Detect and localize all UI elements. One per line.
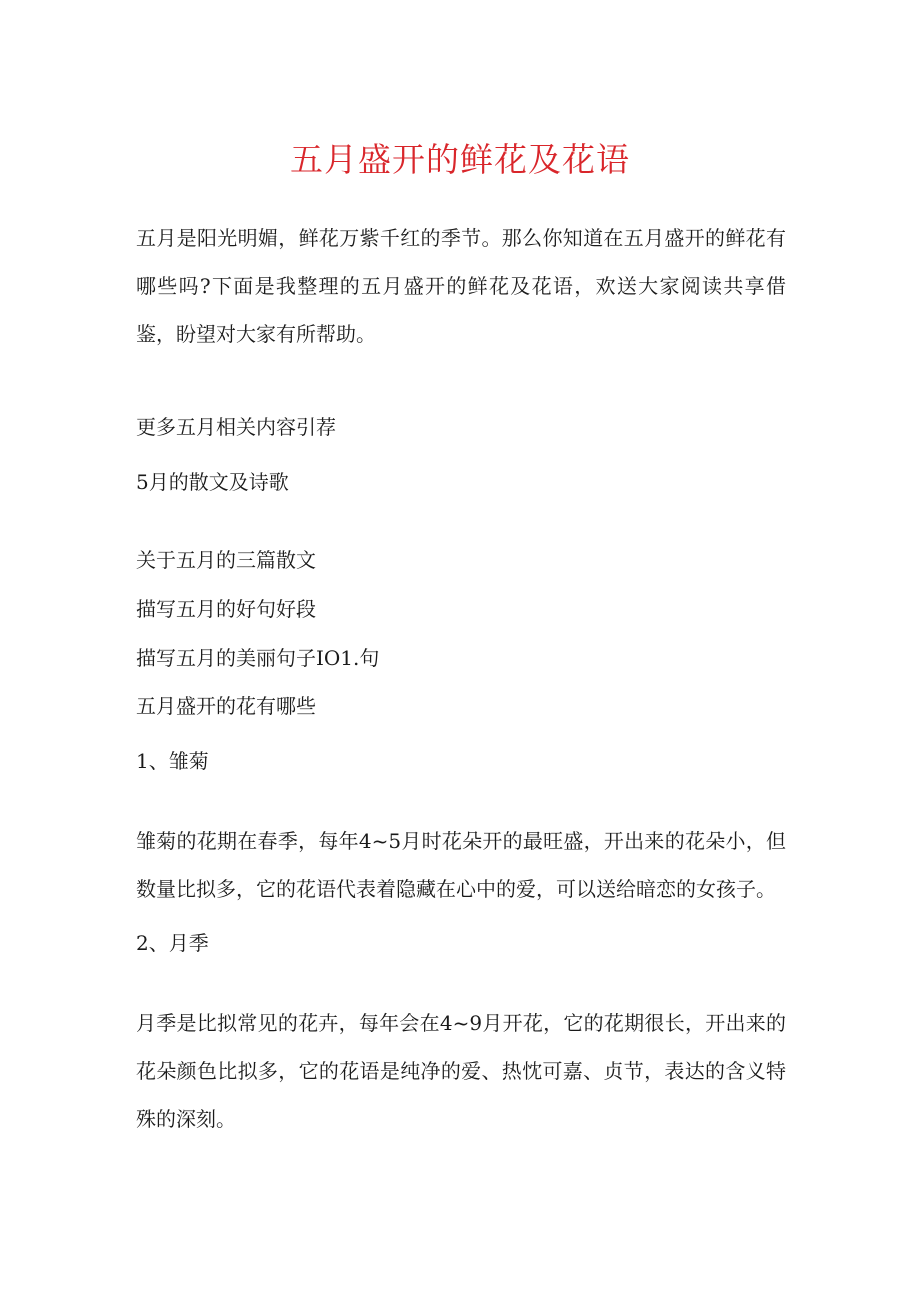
related-link-essays[interactable]: 关于五月的三篇散文 [136, 548, 316, 572]
flower-description-daisy: 雏菊的花期在春季，每年4~5月时花朵开的最旺盛，开出来的花朵小，但数量比拟多，它的花语代表着隐藏在心中的爱，可以送给暗恋的女孩子。 [136, 829, 786, 901]
related-link-good-sentences[interactable]: 描写五月的好句好段 [136, 597, 316, 621]
flower-description-rose: 月季是比拟常见的花卉，每年会在4~9月开花，它的花期很长，开出来的花朵颜色比拟多，它的花语是纯净的爱、热忱可嘉、贞节，表达的含义特殊的深刻。 [136, 1011, 786, 1131]
intro-paragraph: 五月是阳光明媚，鲜花万紫千红的季节。那么你知道在五月盛开的鲜花有哪些吗?下面是我整理的五月盛开的鲜花及花语，欢送大家阅读共享借鉴，盼望对大家有所帮助。 [136, 226, 786, 346]
related-link-beautiful-sentences[interactable]: 描写五月的美丽句子IO1.句 [136, 646, 380, 670]
page-title: 五月盛开的鲜花及花语 [290, 140, 630, 179]
more-content-header: 更多五月相关内容引荐 [136, 415, 336, 439]
section-header: 五月盛开的花有哪些 [136, 694, 316, 718]
related-link-poems[interactable]: 5月的散文及诗歌 [136, 470, 289, 494]
flower-heading-rose: 2、月季 [136, 931, 209, 955]
flower-heading-daisy: 1、雏菊 [136, 749, 209, 773]
